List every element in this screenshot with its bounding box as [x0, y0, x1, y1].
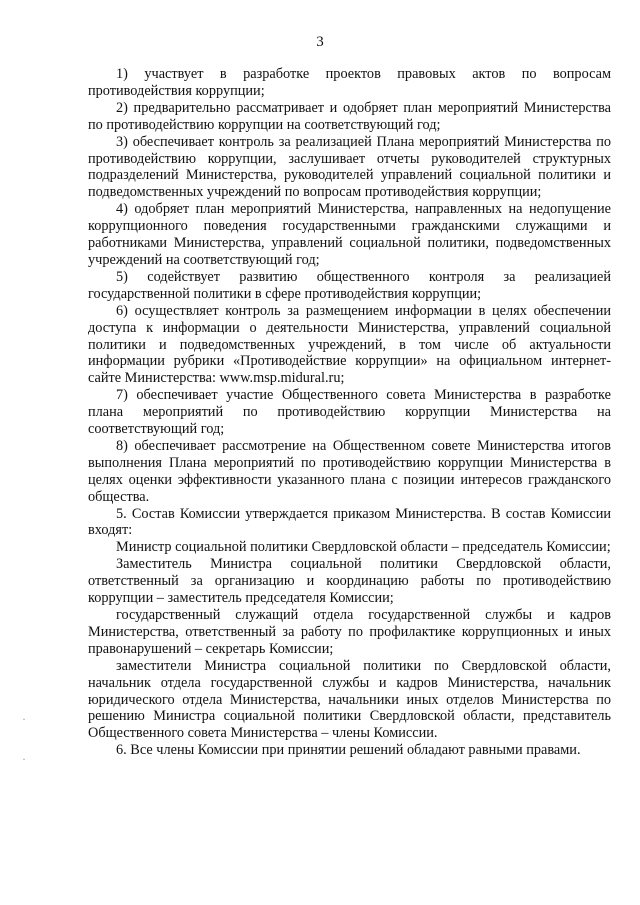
paragraph-deputy-chair: Заместитель Министра социальной политики Свердловской области, ответственный за организацию и координацию работы по противодействию коррупции – заместитель председателя Комиссии; [88, 556, 611, 607]
paragraph-item-5: 5) содействует развитию общественного контроля за реализацией государственной политики в сфере противодействия коррупции; [88, 268, 611, 302]
scan-edge-mark: · [22, 712, 26, 726]
paragraph-item-2: 2) предварительно рассматривает и одобряет план мероприятий Министерства по противодействию коррупции на соответствующий год; [88, 99, 611, 133]
paragraph-item-8: 8) обеспечивает рассмотрение на Общественном совете Министерства итогов выполнения Плана мероприятий по противодействию коррупции Министерства в целях оценки эффективности указанного плана с позиции интересов гражданского общества. [88, 437, 611, 505]
paragraph-item-4: 4) одобряет план мероприятий Министерства, направленных на недопущение коррупционного поведения государственными гражданскими служащими и работниками Министерства, управлений социальной политики, подведомственных учреждений на соответствующий год; [88, 201, 611, 268]
paragraph-item-3: 3) обеспечивает контроль за реализацией Плана мероприятий Министерства по противодействию коррупции, заслушивает отчеты руководителей структурных подразделений Министерства, руководителей управлений социальной политики и подведомственных учреждений по вопросам противодействия коррупции; [88, 133, 611, 201]
scan-edge-mark: · [22, 752, 26, 766]
page-number: 3 [316, 34, 324, 50]
paragraph-item-7: 7) обеспечивает участие Общественного совета Министерства в разработке плана мероприятий по противодействию коррупции Министерства на соответствующий год; [88, 387, 611, 438]
paragraph-secretary: государственный служащий отдела государственной службы и кадров Министерства, ответственный за работу по профилактике коррупционных и иных правонарушений – секретарь Комиссии; [88, 607, 611, 657]
paragraph-item-1: 1) участвует в разработке проектов правовых актов по вопросам противодействия коррупции; [88, 66, 611, 99]
document-body [88, 66, 611, 759]
paragraph-members: заместители Министра социальной политики по Свердловской области, начальник отдела государственной службы и кадров Министерства, начальник юридического отдела Министерства, начальники иных отделов Министерства по решению Министра социальной политики Свердловской области, представитель Общественного совета Министерства – члены Комиссии. [88, 657, 611, 742]
paragraph-chair: Министр социальной политики Свердловской области – председатель Комиссии; [116, 539, 611, 556]
paragraph-section-6: 6. Все члены Комиссии при принятии решений обладают равными правами. [116, 742, 581, 759]
paragraph-section-5: 5. Состав Комиссии утверждается приказом Министерства. В состав Комиссии входят: [88, 505, 611, 539]
paragraph-item-6: 6) осуществляет контроль за размещением информации в целях обеспечении доступа к информации о деятельности Министерства, управлений социальной политики и подведомственных учреждений, в том числе об актуальности информации рубрики «Противодействие коррупции» на официальном интернет-сайте Министерства: www.msp.midural.ru; [88, 302, 611, 387]
